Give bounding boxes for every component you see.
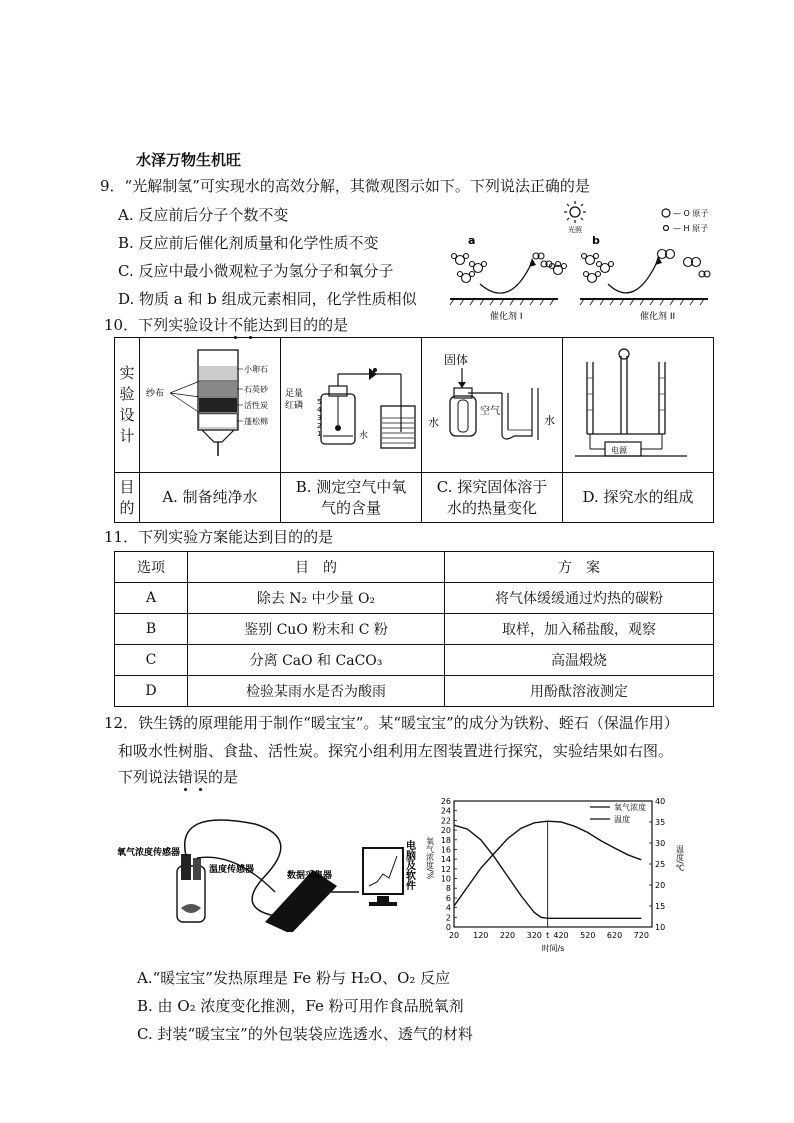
catalyst-1-label: 催化剂 I [490,312,523,322]
y-left-tick-label: 4 [445,903,451,913]
q9-option-d: D. 物质 a 和 b 组成元素相同，化学性质相似 [118,290,417,308]
svg-text:水: 水 [428,416,439,429]
x-axis-label: 时间/s [541,944,565,953]
y-left-tick-label: 16 [440,845,451,855]
x-tick-label: 20 [448,931,460,940]
y-left-tick-label: 2 [445,913,451,923]
q11-stem: 11．下列实验方案能达到目的的是 [104,528,334,546]
q10-purpose-a: A. 制备纯净水 [140,473,281,523]
label-b: b [592,234,600,247]
sun-icon [564,201,586,223]
x-tick-label: 720 [633,931,649,940]
q11-table [114,551,714,707]
y-left-tick-label: 24 [440,806,451,816]
q10-row2-header: 目的 [115,473,140,523]
q11-header-option: 选项 [115,552,188,583]
y-right-tick-label: 25 [655,860,666,869]
x-tick-label: 420 [553,931,569,940]
q12-line2: 和吸水性树脂、食盐、活性炭。探究小组利用左图装置进行探究，实验结果如右图。 [118,742,674,760]
q10-fig-a [140,338,281,473]
q11-header-plan: 方 案 [445,552,714,583]
q10-row1-header: 实验设计 [115,338,140,473]
section-slogan: 水泽万物生机旺 [136,151,242,169]
svg-text:4: 4 [317,406,322,414]
molecules-a [452,253,567,283]
y-right-tick-label: 30 [655,839,666,848]
svg-text:水: 水 [359,431,369,441]
q10-fig-b [281,338,422,473]
y-left-tick-label: 22 [440,816,451,826]
catalyst-2-label: 催化剂 II [640,312,676,322]
q9-option-b: B. 反应前后催化剂质量和化学性质不变 [118,234,379,252]
svg-text:活性炭: 活性炭 [244,401,268,410]
q12-line1: 12．铁生锈的原理能用于制作“暖宝宝”。某“暖宝宝”的成分为铁粉、蛭石（保温作用） [104,714,679,732]
y-right-tick-label: 40 [655,797,666,806]
q9-microscopic-diagram [440,198,720,323]
label-a: a [468,234,476,247]
svg-text:蓬松棉: 蓬松棉 [244,417,268,426]
svg-text:空气: 空气 [480,406,500,417]
svg-text:1: 1 [317,430,322,438]
table-row: B 鉴别 CuO 粉末和 C 粉 取样，加入稀盐酸，观察 [115,614,714,645]
q12-option-c: C. 封装“暖宝宝”的外包装袋应选透水、透气的材料 [137,1025,473,1043]
h-atom-icon [664,226,669,231]
table-row: D 检验某雨水是否为酸雨 用酚酞溶液测定 [115,676,714,707]
legend-o: — O 原子 [673,209,709,218]
legend-oxygen: 氧气浓度 [614,803,646,812]
light-label: 光照 [568,226,582,234]
q9-option-a: A. 反应前后分子个数不变 [118,206,289,224]
y-right-tick-label: 10 [655,923,666,932]
svg-text:电源: 电源 [611,446,627,455]
table-row: C 分离 CaO 和 CaCO₃ 高温煅烧 [115,645,714,676]
svg-text:5: 5 [317,398,322,406]
y-left-tick-label: 8 [445,884,451,894]
y-right-axis-label: 温度/℃ [675,845,685,873]
q10-fig-c [422,338,563,473]
svg-text:2: 2 [317,422,322,430]
q9-stem: 9．“光解制氢”可实现水的高效分解，其微观图示如下。下列说法正确的是 [100,177,590,195]
q12-option-a: A.“暖宝宝”发热原理是 Fe 粉与 H₂O、O₂ 反应 [137,969,451,987]
q10-stem: 10．下列实验设计不能达到目的的是 [104,316,349,334]
y-left-tick-label: 18 [440,835,451,845]
x-tick-label: 520 [580,931,596,940]
q10-table [114,337,714,523]
y-right-tick-label: 20 [655,881,666,890]
o-atom-icon [662,209,670,217]
y-left-tick-label: 12 [440,864,451,874]
q10-purpose-d: D. 探究水的组成 [563,473,714,523]
svg-text:固体: 固体 [444,353,469,367]
svg-text:温度传感器: 温度传感器 [209,865,255,875]
svg-text:数据采集器: 数据采集器 [287,871,333,881]
svg-text:3: 3 [317,414,322,422]
svg-text:小卵石: 小卵石 [244,365,268,374]
table-row: A 除去 N₂ 中少量 O₂ 将气体缓缓通过灼热的碳粉 [115,583,714,614]
q10-purpose-c: C. 探究固体溶于水的热量变化 [422,473,563,523]
legend-h: — H 原子 [673,224,709,233]
x-tick-label: 220 [499,931,516,940]
y-right-tick-label: 15 [655,902,666,911]
svg-text:氧气浓度传感器: 氧气浓度传感器 [117,848,181,858]
q9-option-c: C. 反应中最小微观粒子为氢分子和氧分子 [118,262,394,280]
x-tick-label: 620 [606,931,623,940]
svg-text:纱布: 纱布 [146,389,165,399]
svg-text:红磷: 红磷 [285,401,304,411]
q10-purpose-b: B. 测定空气中氧气的含量 [281,473,422,523]
svg-text:足量: 足量 [285,389,304,399]
q12-line3: 下列说法错误的是 [118,768,239,786]
y-left-tick-label: 0 [445,923,451,932]
q11-header-purpose: 目 的 [188,552,445,583]
x-tick-label: t [546,931,550,940]
x-tick-label: 320 [526,931,542,940]
q10-fig-d [563,338,714,473]
x-tick-label: 120 [473,931,489,940]
svg-text:石英砂: 石英砂 [244,385,268,394]
q12-option-b: B. 由 O₂ 浓度变化推测，Fe 粉可用作食品脱氧剂 [137,997,464,1015]
svg-text:电脑及软件: 电脑及软件 [403,840,415,890]
y-left-tick-label: 10 [440,874,451,884]
legend-temperature: 温度 [614,815,630,824]
y-left-tick-label: 20 [440,826,451,836]
q12-apparatus [115,812,425,932]
svg-text:水: 水 [544,414,555,427]
y-left-axis-label: 氧气浓度/% [425,837,435,880]
q12-chart [420,793,698,963]
y-right-tick-label: 35 [655,818,666,827]
molecules-b [582,250,711,283]
y-left-tick-label: 6 [445,893,451,903]
y-left-tick-label: 14 [440,855,451,865]
y-left-tick-label: 26 [440,797,451,806]
